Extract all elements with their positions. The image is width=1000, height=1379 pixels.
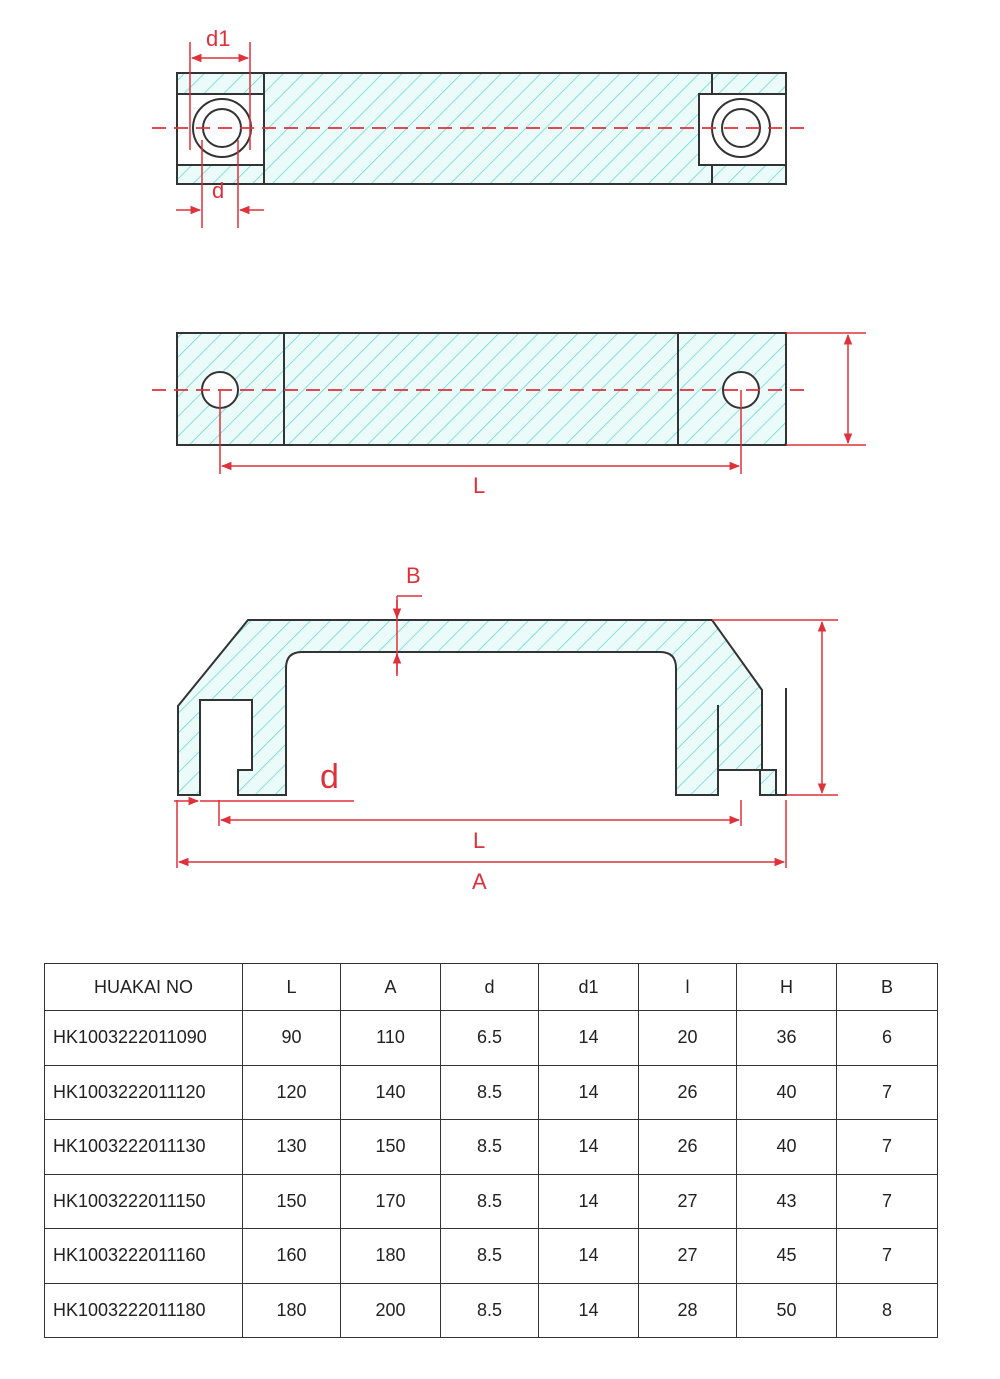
table-cell: 28 — [639, 1283, 737, 1338]
header-d: d — [441, 964, 539, 1011]
table-cell: 26 — [639, 1120, 737, 1175]
table-cell: 8.5 — [441, 1120, 539, 1175]
table-header-row — [45, 964, 938, 1011]
table-row — [45, 1174, 938, 1229]
B-label: B — [406, 563, 421, 588]
front-view — [174, 563, 838, 894]
table-row — [45, 1229, 938, 1284]
table-cell: 8.5 — [441, 1174, 539, 1229]
table-cell: HK1003222011160 — [45, 1229, 243, 1284]
table-cell: 27 — [639, 1174, 737, 1229]
table-cell: 26 — [639, 1065, 737, 1120]
table-cell: 90 — [243, 1011, 341, 1066]
table-cell: 150 — [341, 1120, 441, 1175]
table-cell: 180 — [341, 1229, 441, 1284]
table-cell: HK1003222011120 — [45, 1065, 243, 1120]
header-d1: d1 — [539, 964, 639, 1011]
table-cell: 14 — [539, 1283, 639, 1338]
table-cell: HK1003222011130 — [45, 1120, 243, 1175]
table-cell: 7 — [837, 1229, 938, 1284]
table-row — [45, 1065, 938, 1120]
table-cell: 8.5 — [441, 1065, 539, 1120]
table-cell: 20 — [639, 1011, 737, 1066]
table-cell: 110 — [341, 1011, 441, 1066]
table-cell: 120 — [243, 1065, 341, 1120]
table-cell: 7 — [837, 1120, 938, 1175]
table-cell: 43 — [737, 1174, 837, 1229]
d-top-label: d — [212, 178, 225, 203]
table-cell: 14 — [539, 1120, 639, 1175]
side-view-body — [177, 333, 786, 445]
table-cell: 180 — [243, 1283, 341, 1338]
table-cell: 50 — [737, 1283, 837, 1338]
table-cell: HK1003222011150 — [45, 1174, 243, 1229]
table-cell: HK1003222011180 — [45, 1283, 243, 1338]
table-row — [45, 1283, 938, 1338]
A-label: A — [472, 869, 487, 894]
table-cell: 14 — [539, 1065, 639, 1120]
table-cell: 14 — [539, 1229, 639, 1284]
d-front-label: d — [320, 758, 339, 796]
handle-body — [178, 620, 776, 795]
table-cell: 27 — [639, 1229, 737, 1284]
table-cell: 8 — [837, 1283, 938, 1338]
table-cell: 170 — [341, 1174, 441, 1229]
header-A: A — [341, 964, 441, 1011]
table-row — [45, 1120, 938, 1175]
side-view — [152, 333, 866, 498]
table-cell: 8.5 — [441, 1283, 539, 1338]
table-cell: 6.5 — [441, 1011, 539, 1066]
header-L: L — [243, 964, 341, 1011]
table-cell: 7 — [837, 1065, 938, 1120]
table-cell: 160 — [243, 1229, 341, 1284]
table-cell: 200 — [341, 1283, 441, 1338]
d1-label: d1 — [206, 26, 231, 51]
table-cell: 36 — [737, 1011, 837, 1066]
header-l: l — [639, 964, 737, 1011]
table-cell: 45 — [737, 1229, 837, 1284]
header-H: H — [737, 964, 837, 1011]
table-cell: 40 — [737, 1120, 837, 1175]
spec-table — [44, 963, 938, 1338]
table-cell: 140 — [341, 1065, 441, 1120]
header-model: HUAKAI NO — [45, 964, 243, 1011]
table-cell: 7 — [837, 1174, 938, 1229]
table-cell: 14 — [539, 1011, 639, 1066]
L-side-label: L — [473, 473, 486, 498]
L-front-label: L — [473, 828, 486, 853]
table-cell: 130 — [243, 1120, 341, 1175]
top-view — [152, 26, 808, 228]
table-cell: 6 — [837, 1011, 938, 1066]
table-cell: 150 — [243, 1174, 341, 1229]
header-B: B — [837, 964, 938, 1011]
table-cell: 40 — [737, 1065, 837, 1120]
table-cell: 8.5 — [441, 1229, 539, 1284]
table-cell: 14 — [539, 1174, 639, 1229]
table-cell: HK1003222011090 — [45, 1011, 243, 1066]
table-row — [45, 1011, 938, 1066]
